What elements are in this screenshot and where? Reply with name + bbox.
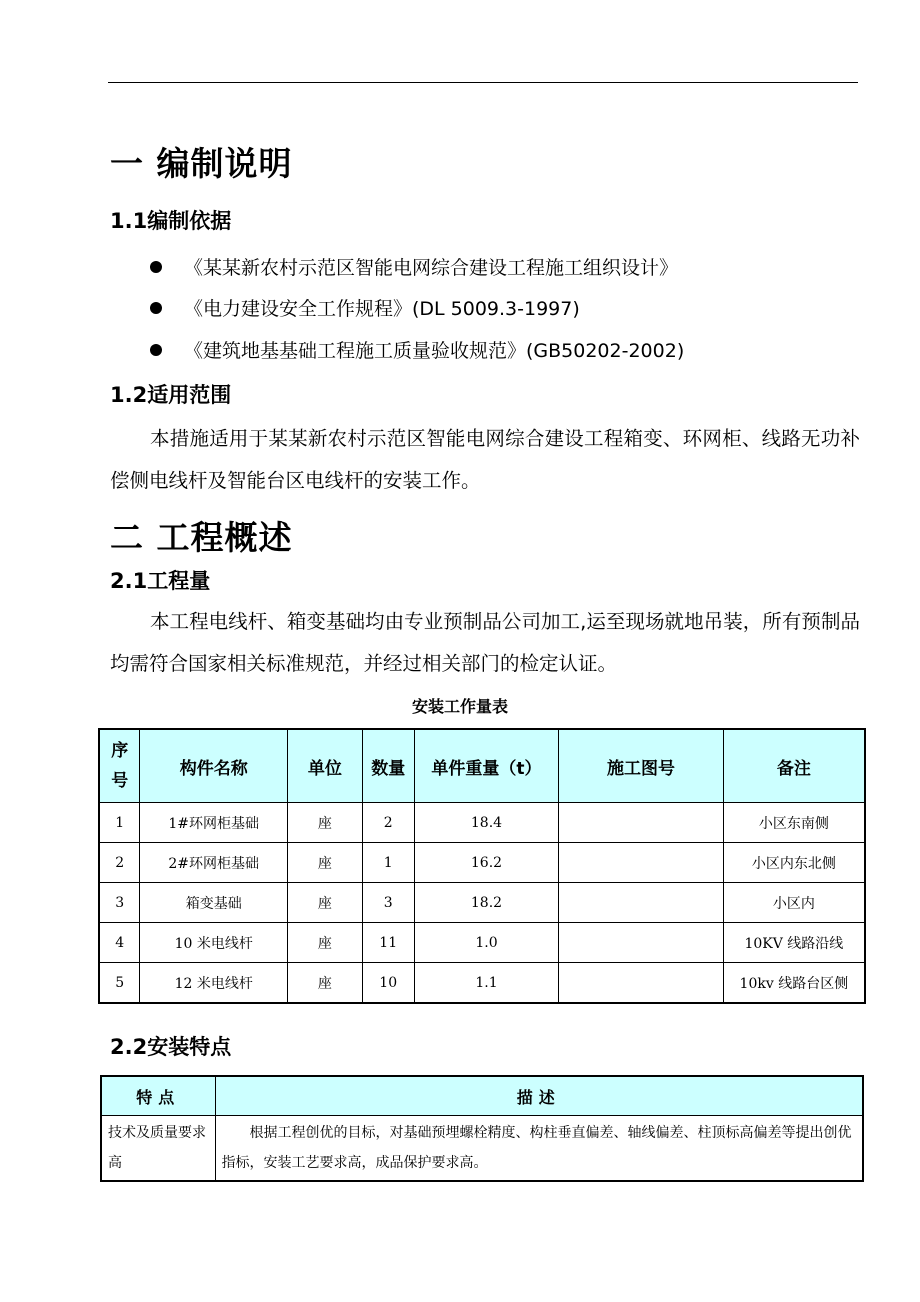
cell bbox=[559, 843, 723, 883]
cell: 10 bbox=[362, 963, 414, 1004]
scope-paragraph: 本措施适用于某某新农村示范区智能电网综合建设工程箱变、环网柜、线路无功补偿侧电线杆及智能台区电线杆的安装工作。 bbox=[110, 427, 860, 492]
cell: 1.1 bbox=[414, 963, 559, 1004]
cell: 小区内 bbox=[723, 883, 865, 923]
reference-text: 《电力建设安全工作规程》(DL 5009.3-1997) bbox=[184, 298, 580, 320]
cell: 技术及质量要求高 bbox=[101, 1116, 215, 1182]
cell: 3 bbox=[362, 883, 414, 923]
cell: 座 bbox=[287, 963, 362, 1004]
header-cell: 构件名称 bbox=[140, 729, 288, 803]
cell: 根据工程创优的目标，对基础预埋螺栓精度、构柱垂直偏差、轴线偏差、柱顶标高偏差等提出创优指标，安装工艺要求高，成品保护要求高。 bbox=[215, 1116, 863, 1182]
reference-item bbox=[150, 253, 678, 280]
section-1-title: 一 编制说明 bbox=[110, 144, 293, 183]
header-cell: 序号 bbox=[99, 729, 140, 803]
cell: 2#环网柜基础 bbox=[140, 843, 288, 883]
section-2-1-title: 2.1工程量 bbox=[110, 569, 211, 593]
cell: 2 bbox=[99, 843, 140, 883]
table-header-row bbox=[99, 729, 865, 803]
table-row bbox=[99, 843, 865, 883]
cell: 12 米电线杆 bbox=[140, 963, 288, 1004]
cell: 18.2 bbox=[414, 883, 559, 923]
header-cell: 数量 bbox=[362, 729, 414, 803]
bullet-icon bbox=[150, 261, 162, 273]
header-cell: 描述 bbox=[215, 1076, 863, 1116]
cell: 小区东南侧 bbox=[723, 803, 865, 843]
table-row bbox=[99, 883, 865, 923]
cell: 3 bbox=[99, 883, 140, 923]
header-cell: 单件重量（t） bbox=[414, 729, 559, 803]
section-2-title: 二 工程概述 bbox=[110, 518, 293, 557]
table-row bbox=[99, 803, 865, 843]
header-cell: 特点 bbox=[101, 1076, 215, 1116]
cell: 1 bbox=[99, 803, 140, 843]
cell: 10KV 线路沿线 bbox=[723, 923, 865, 963]
cell bbox=[559, 883, 723, 923]
table-row bbox=[99, 923, 865, 963]
cell: 11 bbox=[362, 923, 414, 963]
cell: 10kv 线路台区侧 bbox=[723, 963, 865, 1004]
table-header-row bbox=[101, 1076, 863, 1116]
header-cell: 单位 bbox=[287, 729, 362, 803]
section-1-1-title: 1.1编制依据 bbox=[110, 209, 232, 233]
cell bbox=[559, 803, 723, 843]
cell: 1 bbox=[362, 843, 414, 883]
bullet-icon bbox=[150, 344, 162, 356]
table-row bbox=[99, 963, 865, 1004]
cell: 10 米电线杆 bbox=[140, 923, 288, 963]
cell: 1#环网柜基础 bbox=[140, 803, 288, 843]
cell: 小区内东北侧 bbox=[723, 843, 865, 883]
header-rule bbox=[108, 82, 858, 83]
section-2-2-title: 2.2安装特点 bbox=[110, 1035, 232, 1059]
cell: 座 bbox=[287, 883, 362, 923]
section-1-2-title: 1.2适用范围 bbox=[110, 383, 232, 407]
cell bbox=[559, 923, 723, 963]
features-table bbox=[100, 1075, 864, 1182]
reference-text: 《建筑地基基础工程施工质量验收规范》(GB50202-2002) bbox=[184, 340, 685, 362]
cell: 18.4 bbox=[414, 803, 559, 843]
reference-item bbox=[150, 336, 684, 363]
cell bbox=[559, 963, 723, 1004]
cell: 4 bbox=[99, 923, 140, 963]
bullet-icon bbox=[150, 302, 162, 314]
table-caption: 安装工作量表 bbox=[411, 697, 508, 716]
workload-table bbox=[98, 728, 866, 1004]
cell: 座 bbox=[287, 843, 362, 883]
reference-text: 《某某新农村示范区智能电网综合建设工程施工组织设计》 bbox=[184, 257, 679, 279]
cell: 2 bbox=[362, 803, 414, 843]
cell: 1.0 bbox=[414, 923, 559, 963]
table-row bbox=[101, 1116, 863, 1182]
reference-item bbox=[150, 294, 580, 321]
quantity-paragraph: 本工程电线杆、箱变基础均由专业预制品公司加工,运至现场就地吊装，所有预制品均需符合国家相关标准规范，并经过相关部门的检定认证。 bbox=[110, 610, 860, 675]
header-cell: 备注 bbox=[723, 729, 865, 803]
cell: 16.2 bbox=[414, 843, 559, 883]
header-cell: 施工图号 bbox=[559, 729, 723, 803]
cell: 座 bbox=[287, 923, 362, 963]
cell: 座 bbox=[287, 803, 362, 843]
cell: 箱变基础 bbox=[140, 883, 288, 923]
cell: 5 bbox=[99, 963, 140, 1004]
